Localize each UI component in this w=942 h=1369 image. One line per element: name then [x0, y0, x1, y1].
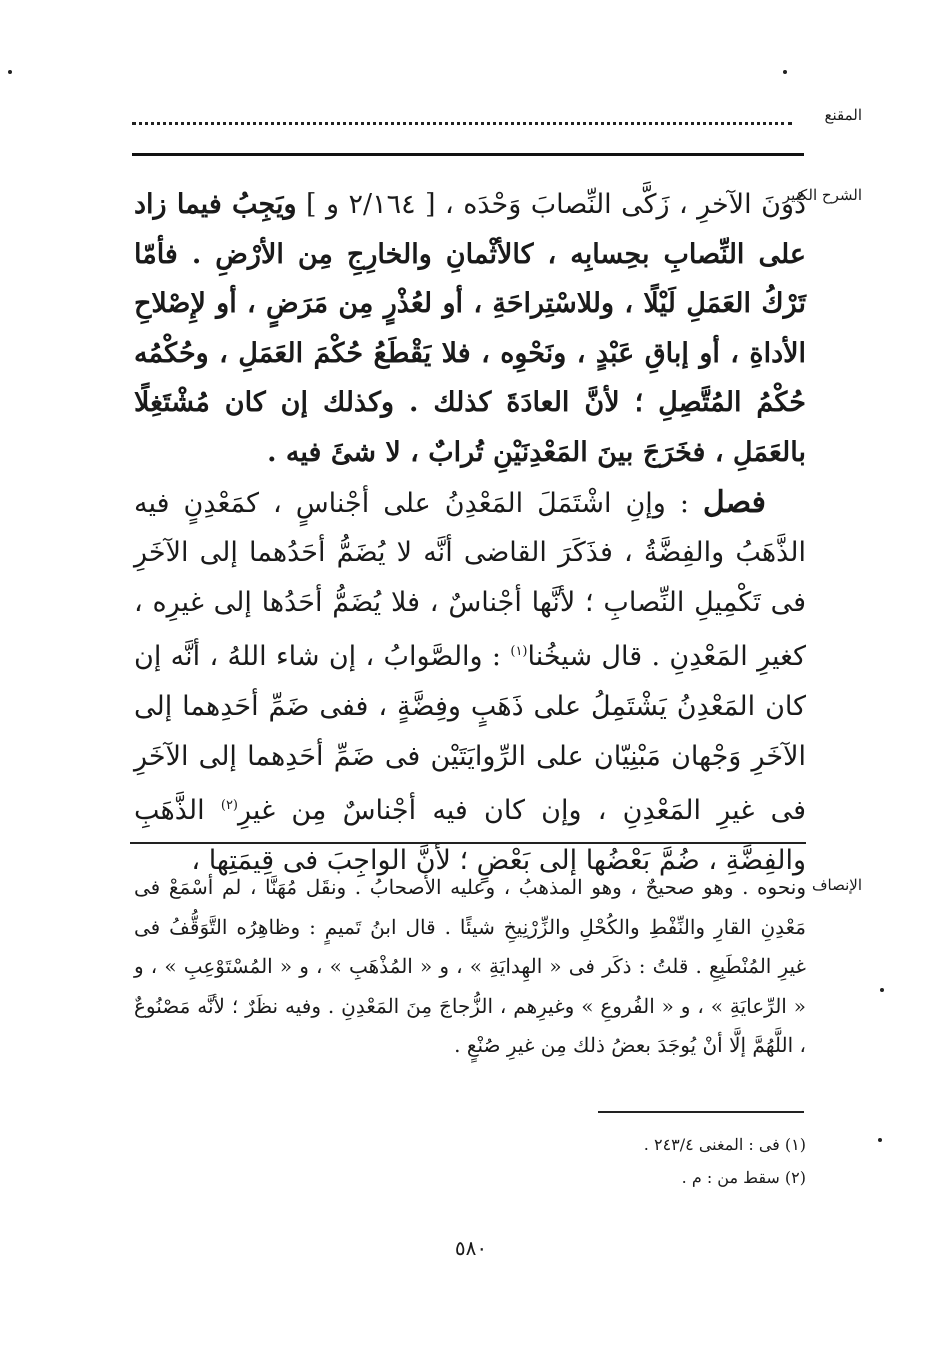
footnote-rule [598, 1111, 804, 1113]
insaf-text [134, 868, 806, 1066]
sharh-p2-part-a: : وإنِ اشْتَمَلَ المَعْدِنُ على أجْناسٍ ، كمَعْدِنٍ فيه الذَّهَبُ والفِضَّةُ ، فذَكَرَ القاضى أنَّه لا يُضَمُّ أحَدُهما إلى الآخَرِ فى تَكْمِيلِ النِّصابِ ؛ لأنَّها أجْناسٌ ، فلا يُضَمُّ أحَدُها إلى غيرِه ، كغيرِ المَعْدِنِ . قال شيخُنا [134, 487, 806, 673]
footnote-1: (١) فى : المغنى ٢٤٣/٤ . [643, 1135, 806, 1154]
sharh-p2-part-c: الذَّهَبِ والفِضَّةِ ، ضُمَّ بَعْضُها إلى بَعْضٍ ؛ لأنَّ الواجِبَ فى قِيمَتِها ، [134, 795, 806, 876]
sharh-label: الشرح الكبير [782, 186, 862, 204]
footnote-marker-2: (٢) [220, 798, 238, 814]
insaf-label: الإنصاف [811, 876, 862, 894]
page-number: ٥٨٠ [454, 1236, 488, 1260]
sharh-p1-part-a: دُونَ الآخرِ ، زَكَّى النِّصابَ وَحْدَه ، [ ٢/١٦٤ و ] [296, 189, 807, 220]
sharh-text [134, 180, 806, 885]
sharh-p1-part-b: ويَجِبُ فيما زاد على النِّصابِ بحِسابِه ، كالأثْمانِ والخارِجِ مِن الأرْضِ . فأمّا تَرْكُ العَمَلِ لَيْلًا ، وللاسْتِراحَةِ ، أو لعُذْرٍ مِن مَرَضٍ ، أو لإِصْلاحِ الأداةِ ، أو إباقِ عَبْدٍ ، ونَحْوِه ، فلا يَقْطَعُ حُكْمَ العَمَلِ ، وحُكْمُه حُكْمُ المُتَّصِلِ ؛ لأنَّ العادَةَ كذلك . وكذلك إن كان مُشْتَغِلًا بالعَمَلِ ، فخَرَجَ بينَ المَعْدِنَيْنِ تُرابٌ ، لا شئَ فيه . [134, 189, 806, 468]
header-dotted-line [132, 122, 792, 125]
scan-speck [8, 70, 12, 74]
fasl-heading: فصل [702, 484, 766, 520]
running-title: المقنع [824, 106, 862, 124]
header-rule [132, 153, 804, 156]
section-divider [130, 842, 806, 844]
sharh-paragraph-1 [134, 180, 806, 478]
footnotes [134, 1128, 806, 1194]
scan-speck [880, 988, 884, 992]
footnote-marker-1: (١) [510, 644, 528, 660]
sharh-paragraph-2 [134, 478, 806, 886]
sharh-p2-part-b: : والصَّوابُ ، إن شاء اللهُ ، أنَّه إن كان المَعْدِنُ يَشْتَمِلُ على ذَهَبٍ وفِضَّةٍ ، ففى ضَمِّ أحَدِهما إلى الآخَرِ وَجْهان مَبْنِيّان على الرِّوايَتَيْن فى ضَمِّ أحَدِهما إلى الآخَرِ فى غيرِ المَعْدِنِ ، وإن كان فيه أجْناسٌ مِن غيرِ [134, 641, 806, 827]
scan-speck [878, 1138, 882, 1142]
scan-speck [783, 70, 787, 74]
footnote-2: (٢) سقط من : م . [681, 1168, 806, 1187]
insaf-paragraph: ونحوه . وهو صحيحٌ ، وهو المذهبُ ، وعليه الأصحابُ . ونقَل مُهَنَّا ، لم أسْمَعْ فى مَعْدِنِ القارِ والنِّفْطِ والكُحْلِ والزِّرْنِيخِ شيئًا . قال ابنُ تَميمٍ : وظاهِرُه التَّوَقُّفُ فى غيرِ المُنْطَبِعِ . قلتُ : ذكَر فى « الهِدايَةِ » ، و « المُذْهَبِ » ، و « المُسْتَوْعِبِ » ، و « الرِّعايَةِ » ، و « الفُروعِ » وغيرِهم ، الزُّجاجَ مِنَ المَعْدِنِ . وفيه نظَرٌ ؛ لأنَّه مَصْنُوعٌ ، اللَّهُمَّ إلَّا أنْ يُوجَدَ بعضُ ذلك مِن غيرِ صُنْعٍ . [134, 875, 806, 1057]
